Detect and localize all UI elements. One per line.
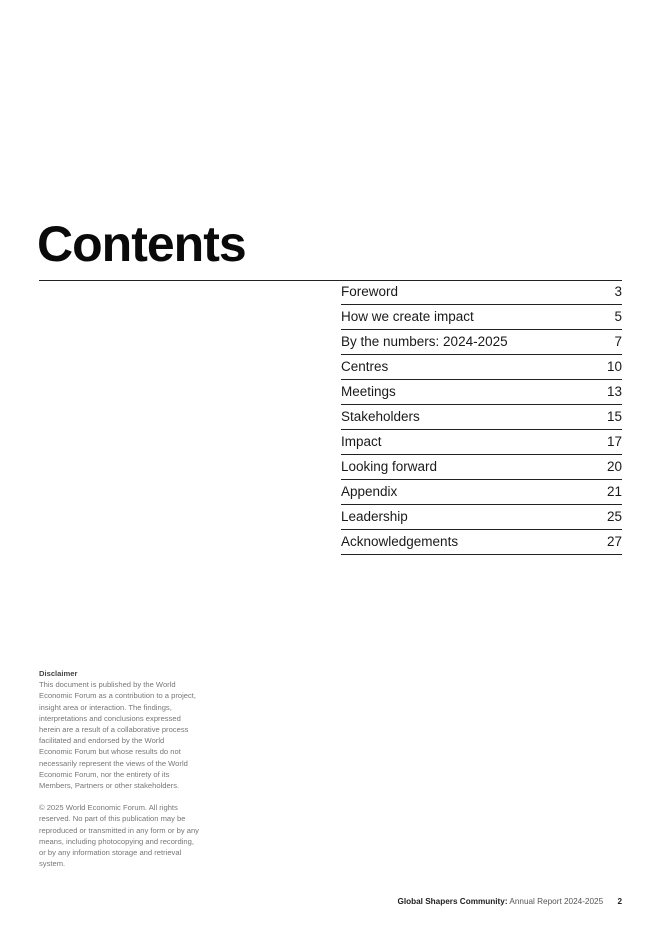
page-title: Contents <box>37 216 246 272</box>
footer-organization: Global Shapers Community: <box>397 897 508 906</box>
toc-label: By the numbers: 2024-2025 <box>341 334 508 349</box>
toc-page-number: 3 <box>614 284 622 299</box>
toc-page-number: 20 <box>606 459 622 474</box>
toc-item-stakeholders[interactable] <box>341 405 622 430</box>
toc-page-number: 17 <box>606 434 622 449</box>
toc-item-centres[interactable] <box>341 355 622 380</box>
toc-item-leadership[interactable] <box>341 505 622 530</box>
page-footer <box>397 897 622 906</box>
toc-page-number: 10 <box>606 359 622 374</box>
toc-item-acknowledgements[interactable] <box>341 530 622 555</box>
table-of-contents <box>341 280 622 555</box>
toc-page-number: 13 <box>606 384 622 399</box>
toc-page-number: 7 <box>614 334 622 349</box>
toc-item-looking-forward[interactable] <box>341 455 622 480</box>
footer-page-number: 2 <box>617 897 622 906</box>
disclaimer <box>39 668 199 869</box>
toc-page-number: 5 <box>614 309 622 324</box>
toc-label: Looking forward <box>341 459 438 474</box>
toc-label: Acknowledgements <box>341 534 459 549</box>
toc-label: Leadership <box>341 509 408 524</box>
toc-page-number: 27 <box>606 534 622 549</box>
copyright-text: © 2025 World Economic Forum. All rights reserved. No part of this publication may be reproduced or transmitted in any form or by any means, including photocopying and recording, or by any information storage and retrieval system. <box>39 803 199 869</box>
toc-item-by-the-numbers[interactable] <box>341 330 622 355</box>
toc-label: Meetings <box>341 384 396 399</box>
toc-label: Stakeholders <box>341 409 420 424</box>
toc-page-number: 15 <box>606 409 622 424</box>
toc-label: Centres <box>341 359 389 374</box>
toc-item-foreword[interactable] <box>341 280 622 305</box>
toc-item-meetings[interactable] <box>341 380 622 405</box>
toc-item-impact[interactable] <box>341 430 622 455</box>
toc-label: Appendix <box>341 484 398 499</box>
toc-label: Foreword <box>341 284 399 299</box>
toc-label: How we create impact <box>341 309 474 324</box>
toc-label: Impact <box>341 434 382 449</box>
toc-item-how-we-create-impact[interactable] <box>341 305 622 330</box>
toc-item-appendix[interactable] <box>341 480 622 505</box>
disclaimer-heading: Disclaimer <box>39 669 78 678</box>
toc-page-number: 21 <box>606 484 622 499</box>
footer-report-title: Annual Report 2024-2025 <box>509 897 604 906</box>
toc-page-number: 25 <box>606 509 622 524</box>
disclaimer-text: This document is published by the World Economic Forum as a contribution to a project, insight area or interaction. The findings, interpretations and conclusions expressed herein are a result of a collaborative process facilitated and endorsed by the World Economic Forum but whose results do not necessarily represent the views of the World Economic Forum, nor the entirety of its Members, Partners or other stakeholders. <box>39 680 197 791</box>
